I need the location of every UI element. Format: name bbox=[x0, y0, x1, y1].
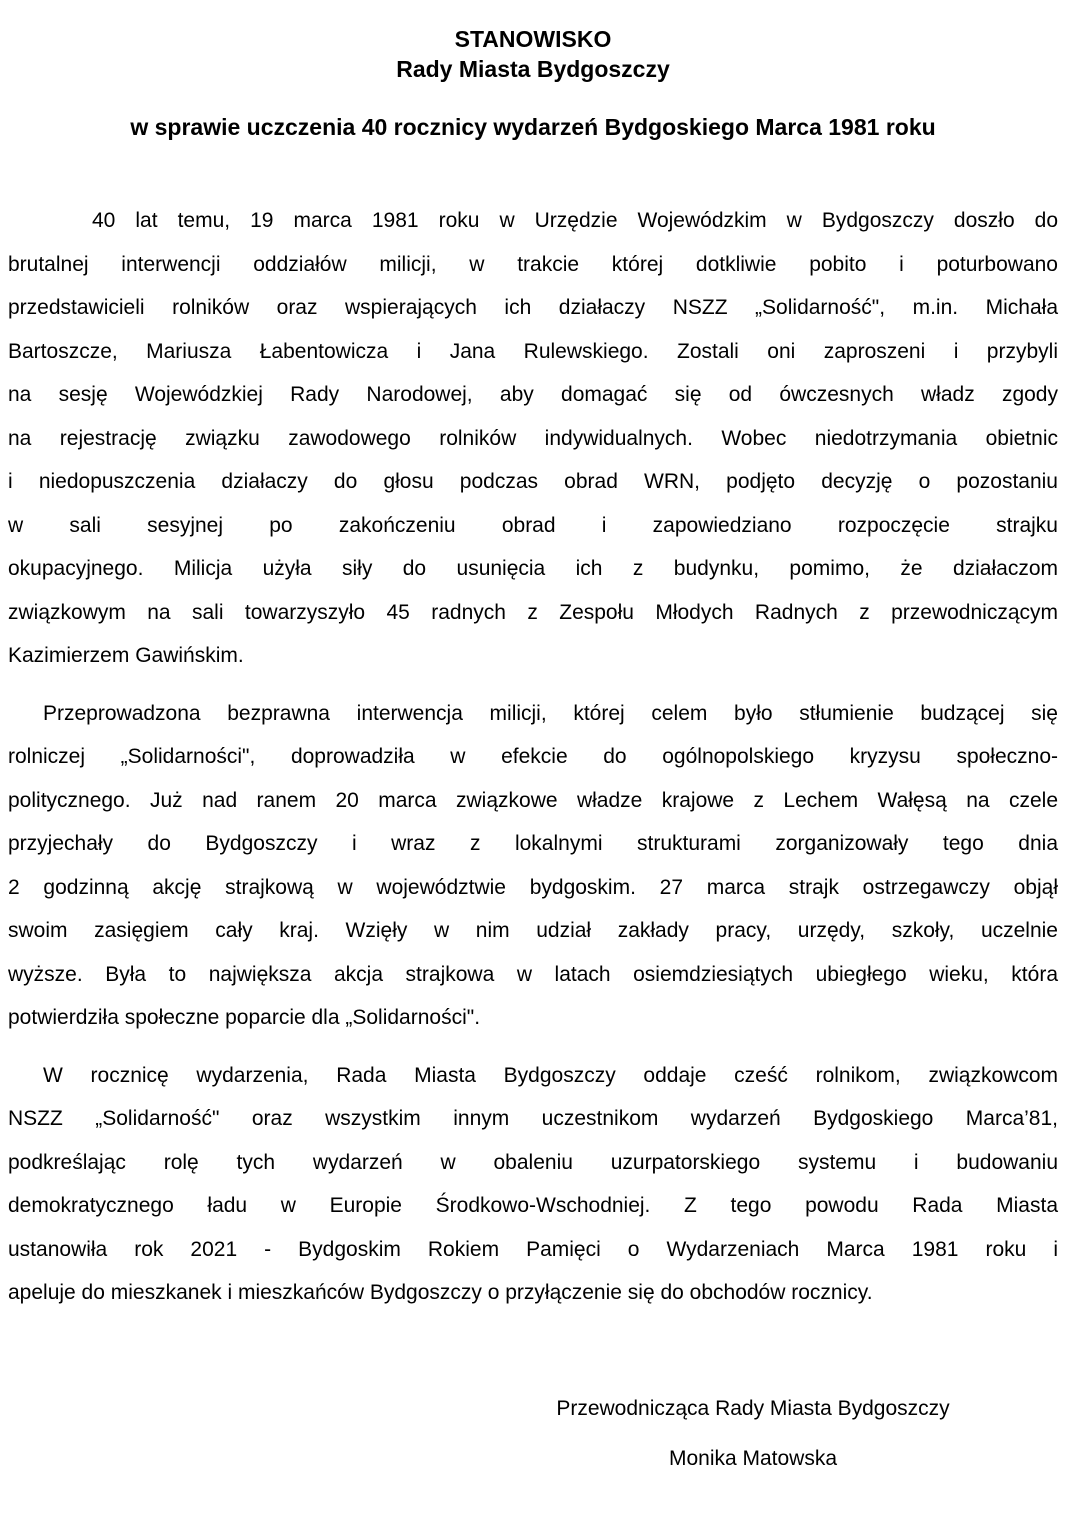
text-line: na sesję Wojewódzkiej Rady Narodowej, aby domagać się od ówczesnych władz zgody bbox=[8, 383, 1058, 406]
signature-role: Przewodnicząca Rady Miasta Bydgoszczy bbox=[556, 1396, 950, 1420]
text-line: podkreślając rolę tych wydarzeń w obaleniu uzurpatorskiego systemu i budowaniu bbox=[8, 1150, 1058, 1174]
text-line: przedstawicieli rolników oraz wspierających ich działaczy NSZZ „Solidarność", m.in. Michała bbox=[8, 296, 1058, 319]
text-line: na rejestrację związku zawodowego rolników indywidualnych. Wobec niedotrzymania obietnic bbox=[8, 426, 1058, 450]
document-organization: Rady Miasta Bydgoszczy bbox=[396, 56, 670, 82]
text-line: 40 lat temu, 19 marca 1981 roku w Urzędzie Wojewódzkim w Bydgoszczy doszło do bbox=[92, 209, 1058, 232]
paragraph-3 bbox=[8, 1054, 1058, 1315]
text-line: okupacyjnego. Milicja użyła siły do usunięcia ich z budynku, pomimo, że działaczom bbox=[8, 557, 1058, 580]
paragraph-1 bbox=[8, 199, 1058, 678]
text-line: rolniczej „Solidarności", doprowadziła w efekcie do ogólnopolskiego kryzysu społeczno- bbox=[8, 745, 1058, 768]
text-line: wyższe. Była to największa akcja strajkowa w latach osiemdziesiątych ubiegłego wieku, która bbox=[8, 962, 1058, 986]
text-line: przyjechały do Bydgoszczy i wraz z lokalnymi strukturami zorganizowały tego dnia bbox=[8, 832, 1058, 855]
text-line: 2 godzinną akcję strajkową w województwie bydgoskim. 27 marca strajk ostrzegawczy objął bbox=[8, 875, 1058, 899]
signature-block bbox=[483, 1384, 1023, 1484]
document-title: STANOWISKO bbox=[454, 26, 612, 52]
signature-name: Monika Matowska bbox=[668, 1446, 838, 1470]
text-line: apeluje do mieszkanek i mieszkańców Bydgoszczy o przyłączenie się do obchodów rocznicy. bbox=[8, 1281, 873, 1304]
paragraph-2 bbox=[8, 692, 1058, 1040]
text-line: ustanowiła rok 2021 - Bydgoskim Rokiem Pamięci o Wydarzeniach Marca 1981 roku i bbox=[8, 1237, 1058, 1261]
text-line: potwierdziła społeczne poparcie dla „Solidarności". bbox=[8, 1006, 481, 1029]
text-line: Bartoszcze, Mariusza Łabentowicza i Jana Rulewskiego. Zostali oni zaproszeni i przybyli bbox=[8, 339, 1058, 363]
text-line: brutalnej interwencji oddziałów milicji, w trakcie której dotkliwie pobito i poturbowano bbox=[8, 252, 1058, 276]
text-line: NSZZ „Solidarność" oraz wszystkim innym uczestnikom wydarzeń Bydgoskiego Marca’81, bbox=[8, 1107, 1058, 1130]
text-line: Przeprowadzona bezprawna interwencja milicji, której celem było stłumienie budzącej się bbox=[43, 701, 1058, 725]
text-line: w sali sesyjnej po zakończeniu obrad i zapowiedziano rozpoczęcie strajku bbox=[8, 513, 1058, 537]
text-line: W rocznicę wydarzenia, Rada Miasta Bydgoszczy oddaje cześć rolnikom, związkowcom bbox=[43, 1063, 1058, 1087]
text-line: związkowym na sali towarzyszyło 45 radnych z Zespołu Młodych Radnych z przewodniczącym bbox=[8, 600, 1058, 624]
text-line: Kazimierzem Gawińskim. bbox=[8, 644, 244, 667]
text-line: swoim zasięgiem cały kraj. Wzięły w nim udział zakłady pracy, urzędy, szkoły, uczelnie bbox=[8, 919, 1058, 942]
text-line: i niedopuszczenia działaczy do głosu podczas obrad WRN, podjęto decyzję o pozostaniu bbox=[8, 470, 1058, 493]
document-subject: w sprawie uczczenia 40 rocznicy wydarzeń Bydgoskiego Marca 1981 roku bbox=[130, 114, 936, 140]
text-line: demokratycznego ładu w Europie Środkowo-Wschodniej. Z tego powodu Rada Miasta bbox=[8, 1194, 1058, 1217]
text-line: politycznego. Już nad ranem 20 marca związkowe władze krajowe z Lechem Wałęsą na czele bbox=[8, 788, 1058, 812]
